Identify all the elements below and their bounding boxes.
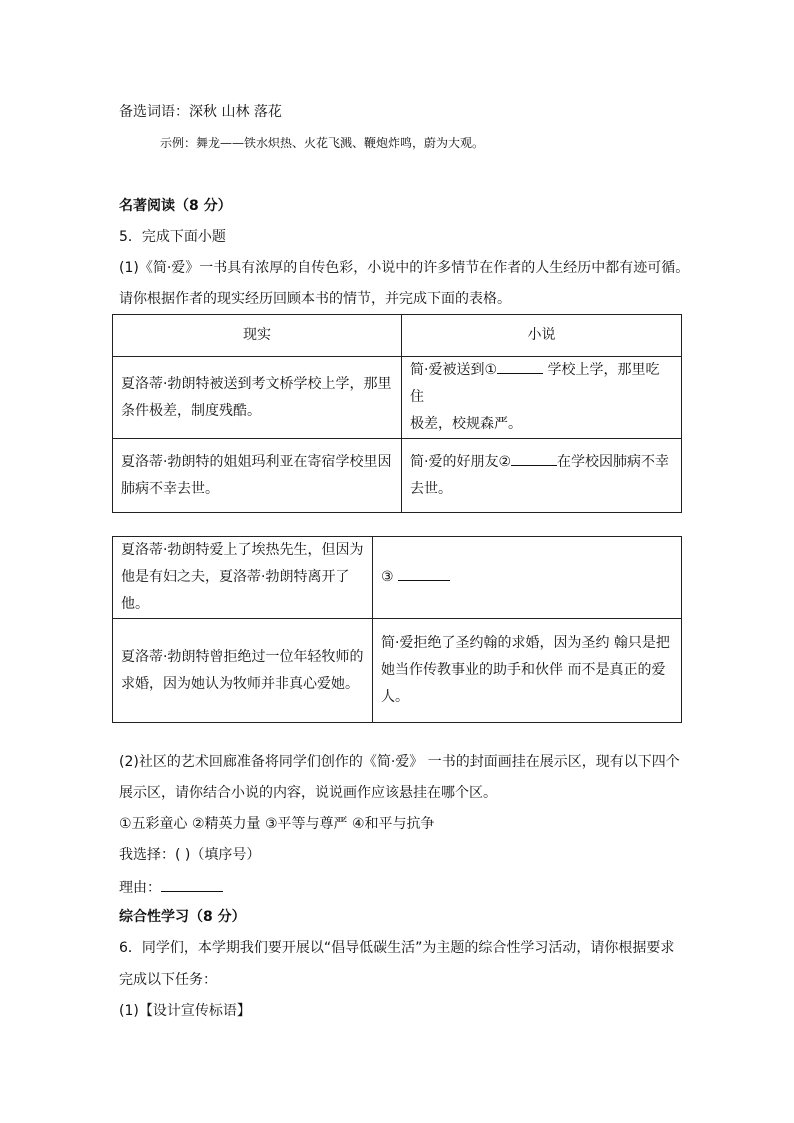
question-6-1: (1)【设计宣传标语】 [119, 1003, 251, 1019]
row3-novel: ③ [373, 537, 682, 619]
section-title-reading: 名著阅读（8 分） [119, 198, 232, 214]
row4-novel: 简·爱拒绝了圣约翰的求婚，因为圣约 翰只是把 她当作传教事业的助手和伙伴 而不是真正的爱 人。 [373, 619, 682, 723]
reason-line[interactable]: 理由： [119, 877, 223, 898]
header-reality: 现实 [113, 315, 402, 357]
header-novel: 小说 [402, 315, 682, 357]
blank-1[interactable] [497, 359, 543, 374]
row3-reality: 夏洛蒂·勃朗特爱上了埃热先生，但因为 他是有妇之夫，夏洛蒂·勃朗特离开了他。 [113, 537, 373, 619]
question-6-line2: 完成以下任务： [119, 972, 217, 988]
question-5: 5．完成下面小题 [119, 229, 226, 245]
blank-2[interactable] [511, 451, 557, 466]
comparison-table-1 [112, 314, 682, 513]
question-5-2-line1: (2)社区的艺术回廊准备将同学们创作的《简·爱》 一书的封面画挂在展示区，现有以下四个 [119, 754, 680, 770]
section-title-comprehensive: 综合性学习（8 分） [119, 909, 246, 925]
row1-novel: 简·爱被送到① 学校上学，那里吃住 极差，校规森严。 [402, 357, 682, 439]
question-5-1-line1: (1)《简·爱》一书具有浓厚的自传色彩，小说中的许多情节在作者的人生经历中都有迹可循。 [119, 260, 690, 276]
question-5-2-line2: 展示区，请你结合小说的内容，说说画作应该悬挂在哪个区。 [119, 785, 497, 801]
candidate-words: 备选词语：深秋 山林 落花 [119, 104, 282, 120]
row1-reality: 夏洛蒂·勃朗特被送到考文桥学校上学，那里 条件极差，制度残酷。 [113, 357, 402, 439]
question-5-1-line2: 请你根据作者的现实经历回顾本书的情节，并完成下面的表格。 [119, 291, 511, 307]
row2-novel: 简·爱的好朋友② 在学校因肺病不幸 去世。 [402, 439, 682, 513]
row4-reality: 夏洛蒂·勃朗特曾拒绝过一位年轻牧师的 求婚，因为她认为牧师并非真心爱她。 [113, 619, 373, 723]
comparison-table-2 [112, 536, 682, 723]
blank-3[interactable] [398, 566, 450, 581]
example-sentence: 示例：舞龙——铁水炽热、火花飞溅、鞭炮炸鸣，蔚为大观。 [160, 136, 485, 150]
reason-blank[interactable] [161, 877, 223, 892]
choice-line[interactable]: 我选择：( )（填序号） [119, 847, 261, 863]
question-6-line1: 6．同学们，本学期我们要开展以“倡导低碳生活”为主题的综合性学习活动，请你根据要求 [119, 940, 675, 956]
row2-reality: 夏洛蒂·勃朗特的姐姐玛利亚在寄宿学校里因 肺病不幸去世。 [113, 439, 402, 513]
options-list: ①五彩童心 ②精英力量 ③平等与尊严 ④和平与抗争 [119, 816, 435, 832]
